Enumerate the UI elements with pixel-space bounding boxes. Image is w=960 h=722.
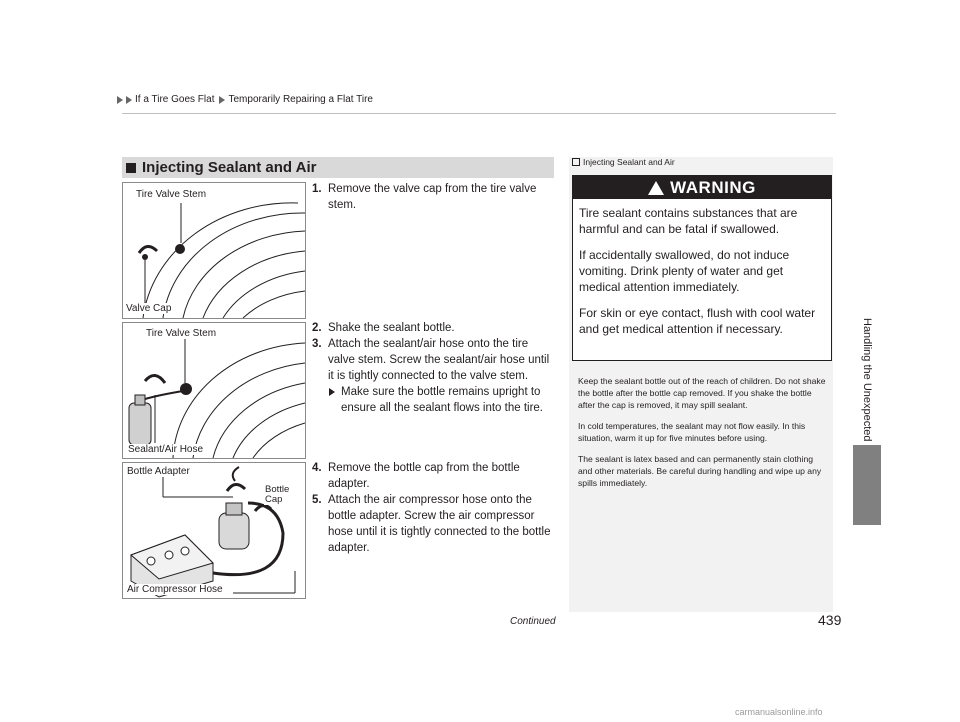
note-title	[572, 157, 675, 167]
continued-label: Continued	[510, 616, 556, 627]
step-4	[309, 460, 554, 492]
step-number: 5.	[312, 494, 322, 506]
label-sealant-air-hose: Sealant/Air Hose	[128, 444, 204, 455]
label-tire-valve-stem-2: Tire Valve Stem	[146, 328, 217, 339]
steps-group-2	[309, 320, 554, 416]
step-number: 2.	[312, 322, 322, 334]
warning-title: WARNING	[670, 177, 756, 197]
warning-para: For skin or eye contact, flush with cool water and get medical attention if necessary.	[579, 306, 816, 336]
warning-para: Tire sealant contains substances that are harmful and can be fatal if swallowed.	[579, 206, 798, 236]
label-bottle-cap	[264, 485, 290, 505]
figure-valve-cap	[122, 182, 306, 319]
breadcrumb-arrow-icon	[219, 96, 225, 104]
step-5	[309, 492, 554, 556]
breadcrumb	[117, 94, 373, 105]
step-text: Attach the air compressor hose onto the bottle adapter. Screw the air compressor hose until it is tightly connected to the bottle adapter.	[328, 494, 551, 554]
breadcrumb-part1: If a Tire Goes Flat	[135, 94, 215, 105]
step-2	[309, 320, 554, 336]
step-3-note	[309, 384, 554, 416]
tire-illustration-2	[123, 323, 305, 458]
step-number: 4.	[312, 462, 322, 474]
breadcrumb-arrow-icon	[126, 96, 132, 104]
label-tire-valve-stem: Tire Valve Stem	[136, 189, 207, 200]
steps-group-1	[309, 181, 554, 213]
section-title: Injecting Sealant and Air	[142, 159, 317, 176]
warning-triangle-icon	[648, 181, 664, 195]
header-rule	[122, 113, 836, 114]
section-square-icon	[126, 163, 136, 173]
figure-air-compressor	[122, 462, 306, 599]
side-tab-marker	[853, 445, 881, 525]
note-para: Keep the sealant bottle out of the reach of children. Do not shake the bottle after the bottle cap removed. If you shake the bottle after the cap is removed, it may spill sealant.	[578, 376, 826, 410]
breadcrumb-part2: Temporarily Repairing a Flat Tire	[228, 94, 373, 105]
label-bottle-adapter: Bottle Adapter	[127, 466, 190, 477]
note-arrow-icon	[329, 388, 335, 396]
page-number: 439	[818, 612, 842, 628]
note-para: The sealant is latex based and can permanently stain clothing and other materials. Be careful during handling and wipe up any spills immediately.	[578, 454, 822, 488]
warning-body	[573, 199, 831, 337]
warning-header	[573, 176, 831, 199]
steps-group-3	[309, 460, 554, 556]
breadcrumb-arrow-icon	[117, 96, 123, 104]
section-heading	[122, 157, 554, 178]
step-1	[309, 181, 554, 213]
step-number: 1.	[312, 183, 322, 195]
step-text: Remove the bottle cap from the bottle adapter.	[328, 462, 520, 490]
figure-sealant-hose	[122, 322, 306, 459]
note-title-text: Injecting Sealant and Air	[583, 157, 675, 167]
step-3-note-text: Make sure the bottle remains upright to ensure all the sealant flows into the tire.	[341, 386, 544, 414]
note-para: In cold temperatures, the sealant may not flow easily. In this situation, warm it up for five minutes before using.	[578, 421, 806, 443]
warning-box	[572, 175, 832, 361]
label-air-compressor-hose: Air Compressor Hose	[127, 584, 223, 595]
step-text: Remove the valve cap from the tire valve stem.	[328, 183, 537, 211]
label-bottle-cap-line1: Bottle	[265, 484, 290, 495]
step-3	[309, 336, 554, 384]
tire-illustration-1	[123, 183, 305, 318]
step-text: Shake the sealant bottle.	[328, 322, 455, 334]
note-reference-icon	[572, 158, 580, 166]
label-bottle-cap-line2: Cap	[265, 494, 283, 505]
step-number: 3.	[312, 338, 322, 350]
warning-para: If accidentally swallowed, do not induce vomiting. Drink plenty of water and get medical attention immediately.	[579, 248, 790, 294]
side-section-label: Handling the Unexpected	[861, 318, 873, 442]
label-valve-cap: Valve Cap	[126, 303, 172, 314]
step-text: Attach the sealant/air hose onto the tire valve stem. Screw the sealant/air hose until it is tightly connected to the valve stem.	[328, 338, 550, 382]
note-paragraphs	[578, 375, 828, 498]
watermark: carmanualsonline.info	[735, 707, 823, 717]
